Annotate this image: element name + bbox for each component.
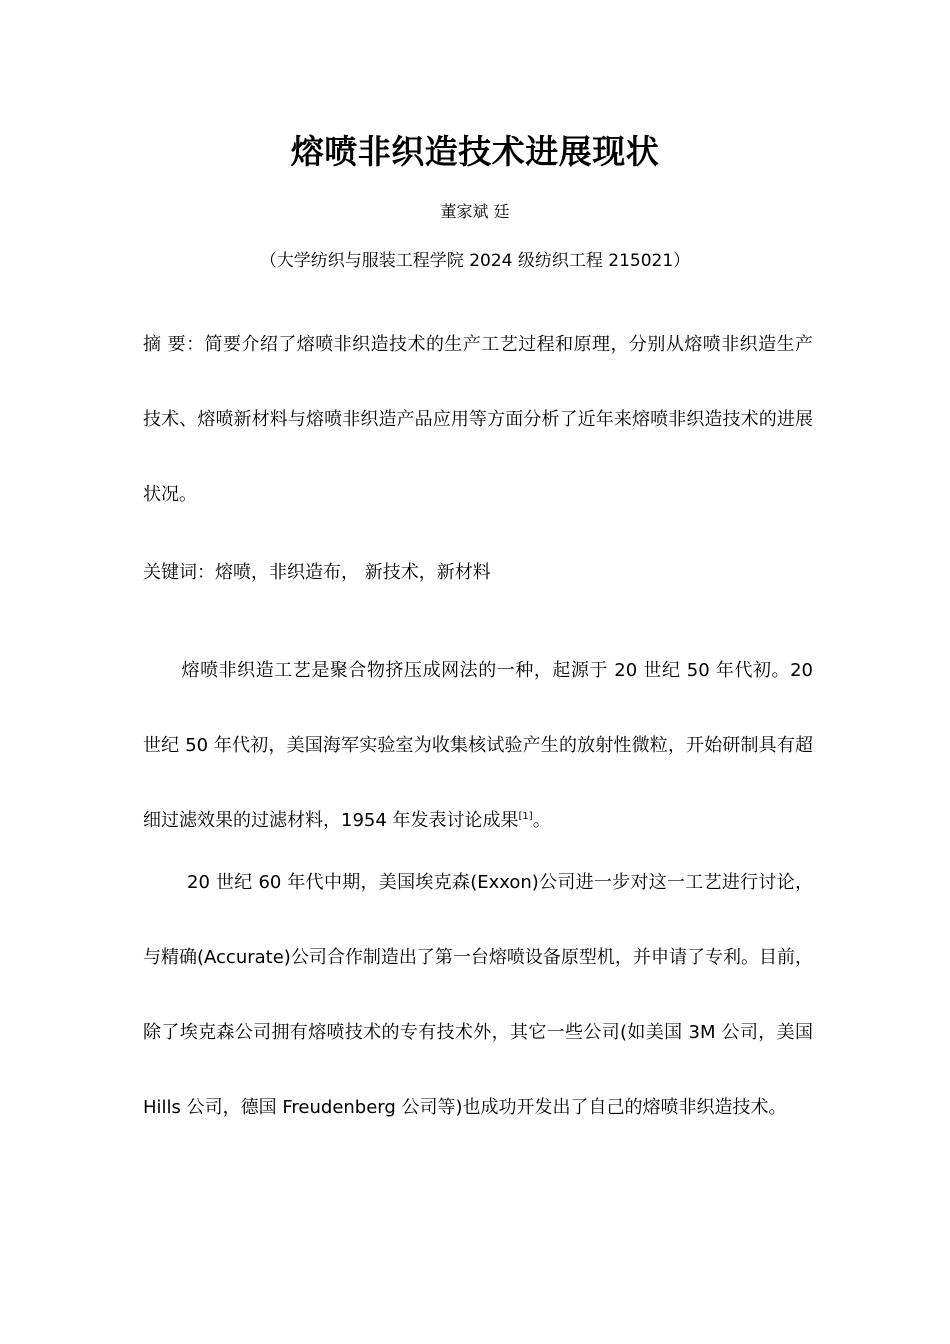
keywords-label: 关键词：: [143, 562, 215, 583]
abstract-label: 摘 要：: [143, 334, 205, 355]
citation-1: [1]: [518, 811, 533, 822]
keywords-text: 熔喷，非织造布， 新技术，新材料: [215, 562, 491, 583]
paragraph-2-text: 20 世纪 60 年代中期，美国埃克森(Exxon)公司进一步对这一工艺进行讨论，与精确(Accurate)公司合作制造出了第一台熔喷设备原型机，并申请了专利。目前，除了埃克森公司拥有熔喷技术的专有技术外，其它一些公司(如美国 3M 公司，美国 Hills 公司，德国 Freudenberg 公司等)也成功开发出了自己的熔喷非织造技术。: [143, 872, 813, 1118]
paragraph-1-text: 熔喷非织造工艺是聚合物挤压成网法的一种，起源于 20 世纪 50 年代初。20 世纪 50 年代初，美国海军实验室为收集核试验产生的放射性微粒，开始研制具有超细过滤效果的过滤材料，1954 年发表讨论成果: [143, 660, 813, 831]
keywords: [143, 558, 813, 588]
paper-authors: 董家斌 廷: [440, 202, 510, 221]
body-paragraph-2: [143, 845, 813, 1145]
abstract: [143, 307, 813, 532]
body-paragraph-1: [143, 633, 813, 858]
paper-title: 熔喷非织造技术进展现状: [290, 132, 660, 171]
paper-affiliation: （大学纺织与服装工程学院 2024 级纺织工程 215021）: [259, 251, 691, 271]
paragraph-1-end: 。: [532, 810, 551, 831]
abstract-text: 简要介绍了熔喷非织造技术的生产工艺过程和原理，分别从熔喷非织造生产技术、熔喷新材料与熔喷非织造产品应用等方面分析了近年来熔喷非织造技术的进展状况。: [143, 334, 813, 505]
